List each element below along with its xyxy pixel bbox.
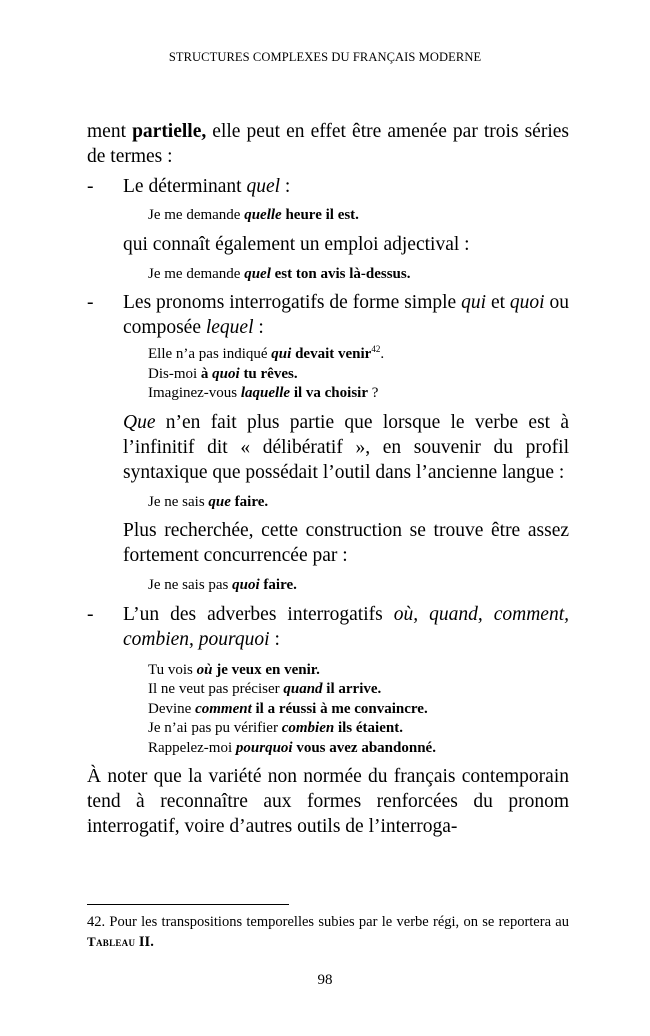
intro-paragraph: ment partielle, elle peut en effet être amenée par trois séries de termes : bbox=[87, 121, 569, 167]
page-number: 98 bbox=[317, 972, 333, 988]
item-text: L’un des adverbes interrogatifs où, quand, comment, combien, pourquoi : bbox=[123, 603, 569, 650]
example-line: Je n’ai pas pu vérifier combien ils étaient. bbox=[148, 720, 403, 736]
example-line: Rappelez-moi pourquoi vous avez abandonné. bbox=[148, 739, 436, 756]
list-dash: - bbox=[87, 292, 94, 313]
example-line: Imaginez-vous laquelle il va choisir ? bbox=[148, 385, 379, 401]
running-header: STRUCTURES COMPLEXES DU FRANÇAIS MODERNE bbox=[168, 50, 482, 64]
continuation-text: Plus recherchée, cette construction se trouve être assez fortement concurrencée par : bbox=[123, 520, 569, 566]
list-item-adverbs bbox=[87, 602, 569, 759]
item-text: Le déterminant quel : bbox=[123, 176, 291, 197]
example-block bbox=[123, 345, 569, 404]
example-block bbox=[123, 493, 569, 513]
que-paragraph: Que n’en fait plus partie que lorsque le verbe est à l’infinitif dit « délibératif », en souvenir du profil syntaxique que possédait l’outil dans l’ancienne langue : bbox=[123, 411, 569, 483]
example-line: Tu vois où je veux en venir. bbox=[148, 661, 320, 678]
example-block bbox=[123, 576, 569, 596]
list-item-pronouns bbox=[87, 290, 569, 596]
list-dash: - bbox=[87, 176, 94, 197]
list-dash: - bbox=[87, 603, 94, 625]
example-line: Dis-moi à quoi tu rêves. bbox=[148, 365, 298, 382]
closing-paragraph: À noter que la variété non normée du français contemporain tend à reconnaître aux formes renforcées du pronom interrogatif, voire d’autres outils de l’interroga- bbox=[87, 766, 569, 837]
example-line: Je me demande quel est ton avis là-dessus. bbox=[148, 265, 411, 282]
example-block bbox=[123, 265, 569, 285]
footnote-ref: 42 bbox=[371, 344, 381, 354]
example-line: Il ne veut pas préciser quand il arrive. bbox=[148, 681, 382, 697]
continuation-text: qui connaît également un emploi adjectival : bbox=[123, 233, 470, 255]
footnote: 42. Pour les transpositions temporelles subies par le verbe régi, on se reportera au Tableau II. bbox=[87, 914, 569, 950]
example-line: Elle n’a pas indiqué qui devait venir$^{42}$. bbox=[148, 344, 385, 362]
example-line: Devine comment il a réussi à me convaincre. bbox=[148, 700, 428, 717]
example-block bbox=[123, 661, 569, 759]
item-text: Les pronoms interrogatifs de forme simple qui et quoi ou composée lequel : bbox=[123, 292, 569, 338]
example-line: Je ne sais pas quoi faire. bbox=[148, 577, 297, 593]
list-item-determinant bbox=[87, 174, 569, 284]
example-block bbox=[123, 206, 569, 226]
example-line: Je me demande quelle heure il est. bbox=[148, 207, 359, 223]
example-line: Je ne sais que faire. bbox=[148, 493, 269, 510]
footnote-rule bbox=[87, 904, 289, 905]
page-body bbox=[87, 119, 569, 839]
